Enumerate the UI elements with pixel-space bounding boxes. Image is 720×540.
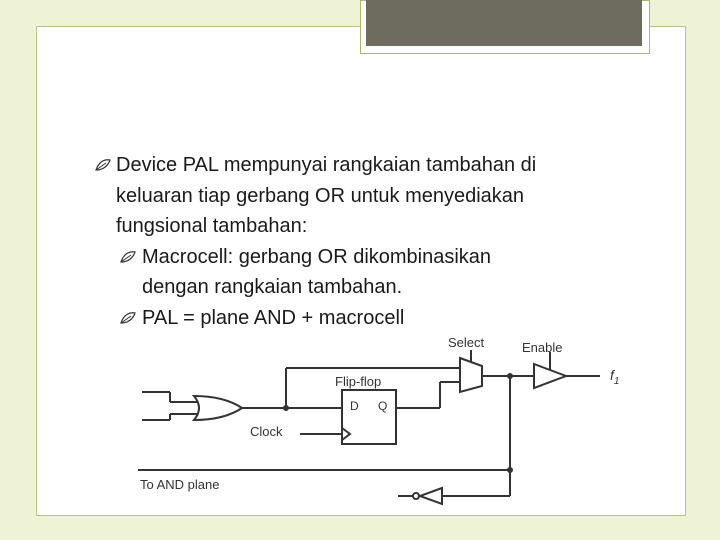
- flipflop-label: Flip-flop: [335, 374, 382, 389]
- clock-label: Clock: [250, 424, 283, 439]
- bullet-device-pal: [95, 150, 603, 242]
- clock-input-triangle: [342, 428, 350, 440]
- select-label: Select: [448, 335, 485, 350]
- bullet-macrocell: [95, 242, 603, 303]
- bullet-text-line: dengan rangkaian tambahan.: [142, 276, 403, 298]
- to-and-plane-label: To AND plane: [140, 477, 220, 492]
- select-multiplexer: [460, 358, 482, 392]
- q-output-label: Q: [378, 399, 388, 413]
- leaf-icon: [120, 250, 136, 264]
- bullet-text-line: Macrocell: gerbang OR dikombinasikan: [142, 245, 492, 268]
- bullet-text-line: PAL = plane AND + macrocell: [142, 306, 405, 329]
- or-gate: [194, 396, 242, 420]
- bullet-text-line: fungsional tambahan:: [116, 215, 308, 237]
- bullet-pal-equation: [95, 303, 603, 334]
- macrocell-circuit-diagram: [130, 330, 640, 510]
- inverter-bubble: [413, 493, 419, 499]
- bullet-text-line: keluaran tiap gerbang OR untuk menyediakan: [116, 184, 525, 207]
- enable-label: Enable: [522, 340, 563, 355]
- junction-dot: [507, 373, 513, 379]
- junction-dot: [507, 467, 513, 473]
- decorative-box-fill: [366, 0, 642, 46]
- output-label: $f_1$: [610, 367, 620, 387]
- slide-content: [95, 150, 603, 333]
- bullet-text-line: Device PAL mempunyai rangkaian tambahan di: [116, 154, 537, 176]
- leaf-icon: [120, 311, 136, 325]
- d-input-label: D: [350, 399, 359, 413]
- feedback-inverter: [420, 488, 442, 504]
- junction-dot: [283, 405, 289, 411]
- leaf-icon: [95, 158, 111, 172]
